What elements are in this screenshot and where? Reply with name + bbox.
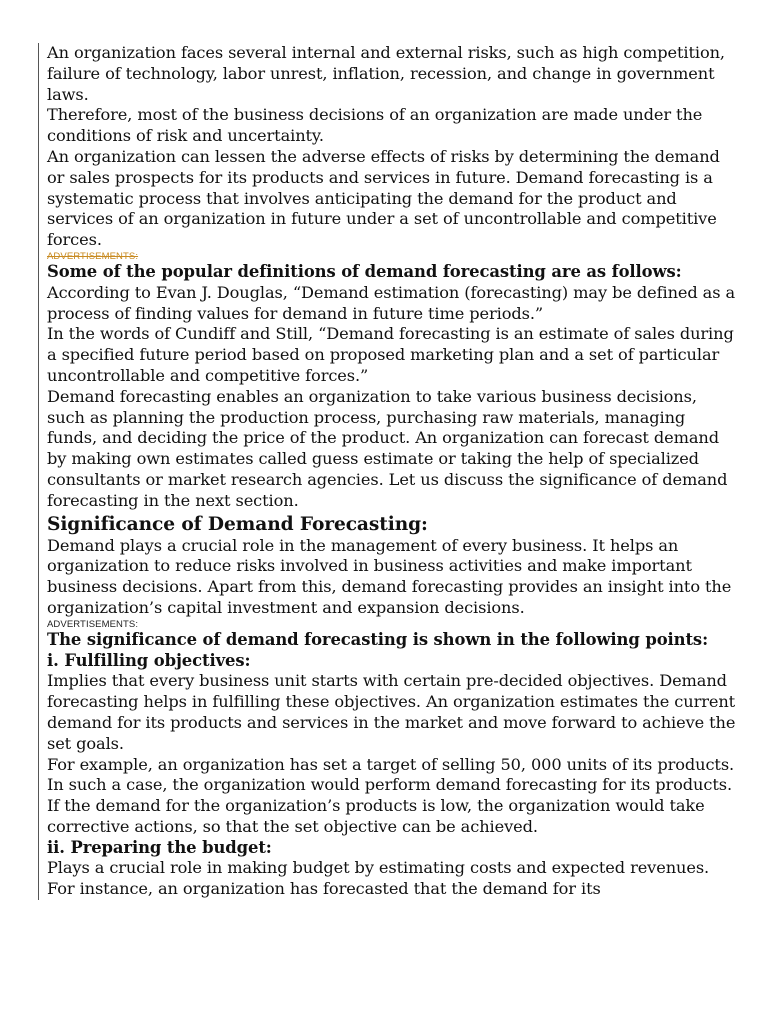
paragraph-douglas-definition: According to Evan J. Douglas, “Demand estimation (forecasting) may be defined as a process of finding values for demand in future time periods.”	[47, 282, 736, 323]
heading-popular-definitions: Some of the popular definitions of demand forecasting are as follows:	[47, 261, 682, 281]
section-heading-significance: Significance of Demand Forecasting:	[47, 513, 428, 535]
paragraph-objectives: Implies that every business unit starts with certain pre-decided objectives. Demand forecasting helps in fulfilling these objectives. An organization estimates the current demand for its products and services in the market and move forward to achieve the set goals.	[47, 671, 736, 753]
paragraph-cundiff-still-definition: In the words of Cundiff and Still, “Demand forecasting is an estimate of sales during a specified future period based on proposed marketing plan and a set of particular uncontrollable and competitive forces.”	[47, 324, 734, 385]
heading-fulfilling-objectives: i. Fulfilling objectives:	[47, 650, 251, 670]
advertisement-label: ADVERTISEMENTS:	[47, 618, 139, 630]
document-page	[38, 43, 737, 900]
advertisement-label: ADVERTISEMENTS:	[47, 250, 139, 262]
paragraph-example-target: For example, an organization has set a target of selling 50, 000 units of its products. In such a case, the organization would perform demand forecasting for its products. If the demand for the organization’s products is low, the organization would take corrective actions, so that the set objective can be achieved.	[47, 754, 735, 836]
paragraph-budget: Plays a crucial role in making budget by estimating costs and expected revenues. For instance, an organization has forecasted that the demand for its	[47, 858, 710, 899]
heading-preparing-budget: ii. Preparing the budget:	[47, 837, 272, 857]
paragraph-crucial-role: Demand plays a crucial role in the management of every business. It helps an organization to reduce risks involved in business activities and make important business decisions. Apart from this, demand forecasting provides an insight into the organization’s capital investment and expansion decisions.	[47, 535, 732, 617]
paragraph-uncertainty: Therefore, most of the business decisions of an organization are made under the conditions of risk and uncertainty.	[47, 105, 703, 146]
paragraph-lessen-effects: An organization can lessen the adverse effects of risks by determining the demand or sales prospects for its products and services in future. Demand forecasting is a systematic process that involves anticipating the demand for the product and services of an organization in future under a set of uncontrollable and competitive forces.	[47, 146, 720, 250]
paragraph-business-decisions: Demand forecasting enables an organization to take various business decisions, such as planning the production process, purchasing raw materials, managing funds, and deciding the price of the product. An organization can forecast demand by making own estimates called guess estimate or taking the help of specialized consultants or market research agencies. Let us discuss the significance of demand forecasting in the next section.	[47, 386, 728, 510]
paragraph-risks: An organization faces several internal and external risks, such as high competition, failure of technology, labor unrest, inflation, recession, and change in government laws.	[47, 43, 725, 104]
heading-significance-points: The significance of demand forecasting is shown in the following points:	[47, 629, 709, 649]
